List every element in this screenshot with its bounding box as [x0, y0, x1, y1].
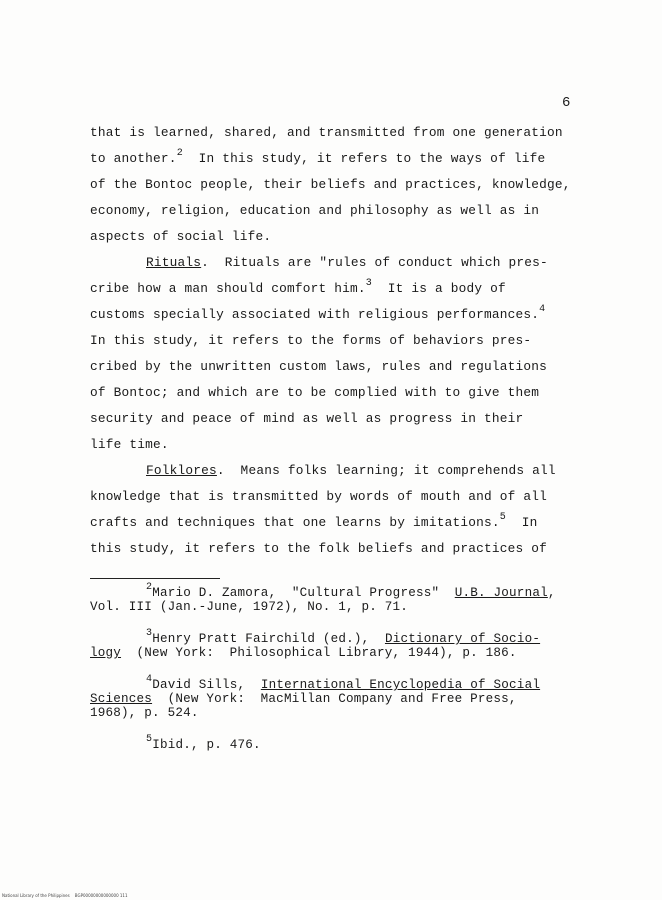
citation-title: International Encyclopedia of Social — [260, 678, 541, 692]
library-imprint: National Library of the Philippines BGP00000000000000 111 — [2, 893, 128, 898]
footnote-ref: 5 — [499, 511, 506, 523]
text-line: aspects of social life. — [90, 229, 272, 244]
text-line: Rituals. Rituals are "rules of conduct which pres- — [146, 255, 548, 270]
text-line: In this study, it refers to the forms of behaviors pres- — [90, 333, 532, 348]
text-line: that is learned, shared, and transmitted from one generation — [90, 125, 563, 140]
citation-title: logy — [90, 646, 122, 660]
text-line: this study, it refers to the folk beliefs and practices of — [90, 541, 548, 556]
footnote-ref: 4 — [539, 303, 546, 315]
footnote: $^4$David Sills, International Encyclopedia of Social Sciences (New York: MacMillan Company and Free Press, 1968), p. 524. — [90, 673, 541, 720]
text-line: customs specially associated with religious performances.$^4$ — [90, 303, 546, 322]
defined-term: Folklores — [146, 463, 217, 478]
footnote: $^5$Ibid., p. 476. — [146, 733, 261, 752]
body-text — [90, 120, 590, 562]
footnote-ref: 2 — [176, 147, 183, 159]
text-line: of the Bontoc people, their beliefs and practices, knowledge, — [90, 177, 571, 192]
text-line: to another.$^2$ In this study, it refers to the ways of life — [90, 147, 546, 166]
footnote-divider — [90, 578, 220, 579]
text-line: cribe how a man should comfort him.$^3$ It is a body of — [90, 277, 506, 296]
text-line: security and peace of mind as well as progress in their — [90, 411, 524, 426]
text-line: life time. — [90, 437, 169, 452]
citation-title: U.B. Journal — [454, 586, 548, 600]
defined-term: Rituals — [146, 255, 202, 270]
footnote: $^2$Mario D. Zamora, "Cultural Progress" U.B. Journal, Vol. III (Jan.-June, 1972), No. 1, p. 71. — [90, 581, 556, 614]
text-line: of Bontoc; and which are to be complied with to give them — [90, 385, 540, 400]
text-line: crafts and techniques that one learns by imitations.$^5$ In — [90, 511, 538, 530]
footnote-number: 4 — [146, 673, 153, 685]
citation-title: Dictionary of Socio- — [384, 632, 541, 646]
text-line: knowledge that is transmitted by words of mouth and of all — [90, 489, 548, 504]
citation-title: Sciences — [90, 692, 153, 706]
text-line: cribed by the unwritten custom laws, rules and regulations — [90, 359, 548, 374]
footnote-ref: 3 — [365, 277, 372, 289]
page-number: 6 — [562, 95, 571, 111]
footnote-number: 5 — [146, 733, 153, 745]
footnote: $^3$Henry Pratt Fairchild (ed.), Dictionary of Socio- logy (New York: Philosophical Library, 1944), p. 186. — [90, 627, 541, 660]
footnotes — [90, 581, 600, 770]
text-line: Folklores. Means folks learning; it comprehends all — [146, 463, 556, 478]
footnote-number: 3 — [146, 627, 153, 639]
text-line: economy, religion, education and philosophy as well as in — [90, 203, 540, 218]
footnote-number: 2 — [146, 581, 153, 593]
